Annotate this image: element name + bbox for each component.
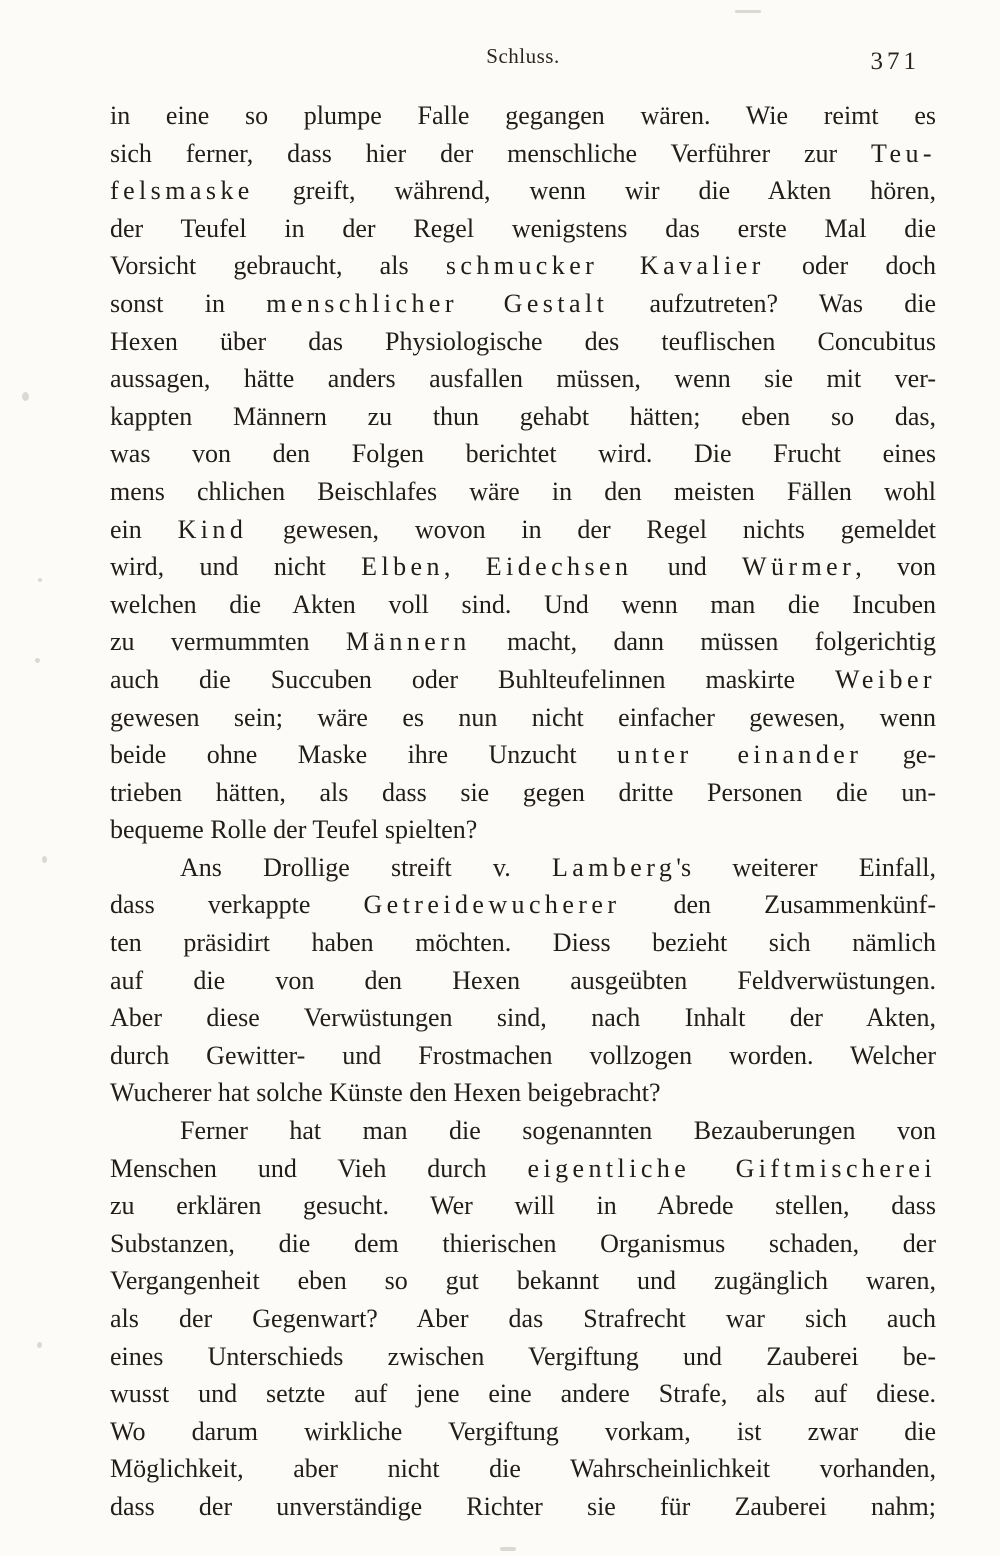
text-line [110,1150,936,1188]
text-line [110,1413,936,1451]
text-segment: als der Gegenwart? Aber das Strafrecht war sich auch [110,1304,936,1333]
emphasized-text: Männern [345,627,471,657]
text-segment: macht, dann müssen folgerichtig [470,627,936,657]
text-line [110,886,936,924]
text-line [110,1300,936,1338]
text-segment: aussagen, hätte anders ausfallen müssen, wenn sie mit ver- [110,364,936,394]
emphasized-text: Elben [361,552,444,582]
emphasized-text: Weiber [835,664,936,694]
text-segment: Substanzen, die dem thierischen Organismus schaden, der [110,1228,936,1258]
text-segment: gewesen, wovon in der Regel nichts gemeldet [247,514,937,544]
text-line [110,623,936,661]
scan-artifact [37,1342,42,1348]
text-segment: eines Unterschieds zwischen Vergiftung und Zauberei be- [110,1341,936,1371]
text-block [110,97,936,1526]
text-segment: in eine so plumpe Falle gegangen wären. Wie reimt es [110,101,936,130]
text-segment: oder doch [764,251,936,281]
text-line [110,1450,936,1488]
scan-artifact [42,856,47,863]
text-segment: Hexen über das Physiologische des teuflischen Concubitus [110,326,936,356]
text-segment: 's weiterer Einfall, [676,852,936,882]
text-segment: dass der unverständige Richter sie für Zauberei nahm; [110,1491,936,1521]
text-segment: Aber diese Verwüstungen sind, nach Inhalt der Akten, [110,1003,936,1033]
text-line [110,1112,936,1150]
emphasized-text: Lamberg [551,852,677,882]
text-segment: zu vermummten [110,627,346,657]
text-line [110,586,936,624]
text-segment: Vorsicht gebraucht, als [110,251,446,281]
text-line [110,999,936,1037]
emphasized-text: unter einander [617,740,863,770]
text-segment: Wucherer hat solche Künste den Hexen beigebracht? [110,1078,661,1108]
text-segment: auf die von den Hexen ausgeübten Feldverwüstungen. [110,965,936,995]
text-segment: ten präsidirt haben möchten. Diess bezieht sich nämlich [110,928,936,958]
text-segment: , [443,552,486,582]
text-line [110,398,936,436]
text-segment: Wo darum wirkliche Vergiftung vorkam, ist zwar die [110,1416,936,1446]
scan-artifact [38,578,42,582]
text-segment: greift, während, wenn wir die Akten hören, [253,176,936,206]
text-segment: trieben hätten, als dass sie gegen dritte Personen die un- [110,777,936,807]
text-line [110,323,936,361]
page-number: 371 [870,48,920,75]
text-segment: bequeme Rolle der Teufel spielten? [110,815,478,845]
emphasized-text: felsmaske [110,176,254,206]
text-segment: sonst in [110,288,267,318]
text-segment: ge- [862,740,936,770]
text-segment: wusst und setzte auf jene eine andere Strafe, als auf diese. [110,1379,936,1409]
emphasized-text: Eidechsen [485,552,633,582]
running-title: Schluss. [486,44,560,68]
text-segment: Menschen und Vieh durch [110,1153,528,1183]
text-line [110,1187,936,1225]
emphasized-text: eigentliche Giftmischerei [527,1153,936,1183]
text-line [110,774,936,812]
text-segment: aufzutreten? Was die [608,288,936,318]
text-line [110,849,936,887]
text-segment: durch Gewitter- und Frostmachen vollzogen worden. Welcher [110,1040,936,1070]
text-segment: sich ferner, dass hier der menschliche Verführer zur [110,138,872,168]
text-line [110,1037,936,1075]
text-segment: dass verkappte [110,890,364,920]
text-segment: ein [110,514,178,544]
text-line [110,924,936,962]
text-line [110,1488,936,1526]
text-segment: und [632,552,743,582]
text-line [110,661,936,699]
text-segment: gewesen sein; wäre es nun nicht einfacher gewesen, wenn [110,702,936,732]
text-line [110,699,936,737]
text-segment: was von den Folgen berichtet wird. Die Frucht eines [110,439,936,469]
text-line [110,962,936,1000]
text-line [110,1074,936,1112]
text-segment: zu erklären gesucht. Wer will in Abrede stellen, dass [110,1191,936,1221]
text-segment: Ans Drollige streift v. [180,852,552,882]
text-line [110,1338,936,1376]
emphasized-text: Getreidewucherer [363,890,621,920]
text-line [110,285,936,323]
text-line [110,172,936,210]
scan-artifact [22,392,29,401]
scan-artifact [735,10,761,13]
text-segment: Vergangenheit eben so gut bekannt und zugänglich waren, [110,1266,936,1296]
text-line [110,1262,936,1300]
text-line [110,1225,936,1263]
text-line [110,247,936,285]
text-line [110,511,936,549]
text-segment: welchen die Akten voll sind. Und wenn man die Incuben [110,589,936,619]
scan-artifact [500,1547,516,1551]
emphasized-text: schmucker Kavalier [445,251,765,281]
text-line [110,473,936,511]
text-segment: kappten Männern zu thun gehabt hätten; eben so das, [110,401,936,431]
text-line [110,97,936,135]
text-line [110,360,936,398]
text-line [110,435,936,473]
emphasized-text: Teu- [871,138,936,168]
text-line [110,1375,936,1413]
emphasized-text: Kind [177,514,248,544]
emphasized-text: Würmer [742,552,856,582]
text-segment: der Teufel in der Regel wenigstens das erste Mal die [110,213,936,243]
text-segment: wird, und nicht [110,552,362,582]
text-line [110,736,936,774]
text-line [110,548,936,586]
text-segment: beide ohne Maske ihre Unzucht [110,740,618,770]
text-segment: Ferner hat man die sogenannten Bezauberungen von [180,1116,936,1146]
text-line [110,135,936,173]
text-line [110,811,936,849]
text-segment: auch die Succuben oder Buhlteufelinnen maskirte [110,664,836,694]
text-segment: , von [855,552,937,582]
emphasized-text: menschlicher Gestalt [266,288,609,318]
text-line [110,210,936,248]
scan-artifact [35,658,40,663]
page-header [110,40,936,84]
text-segment: mens chlichen Beischlafes wäre in den meisten Fällen wohl [110,476,936,506]
text-segment: den Zusammenkünf- [620,890,937,920]
text-segment: Möglichkeit, aber nicht die Wahrscheinlichkeit vorhanden, [110,1454,936,1484]
